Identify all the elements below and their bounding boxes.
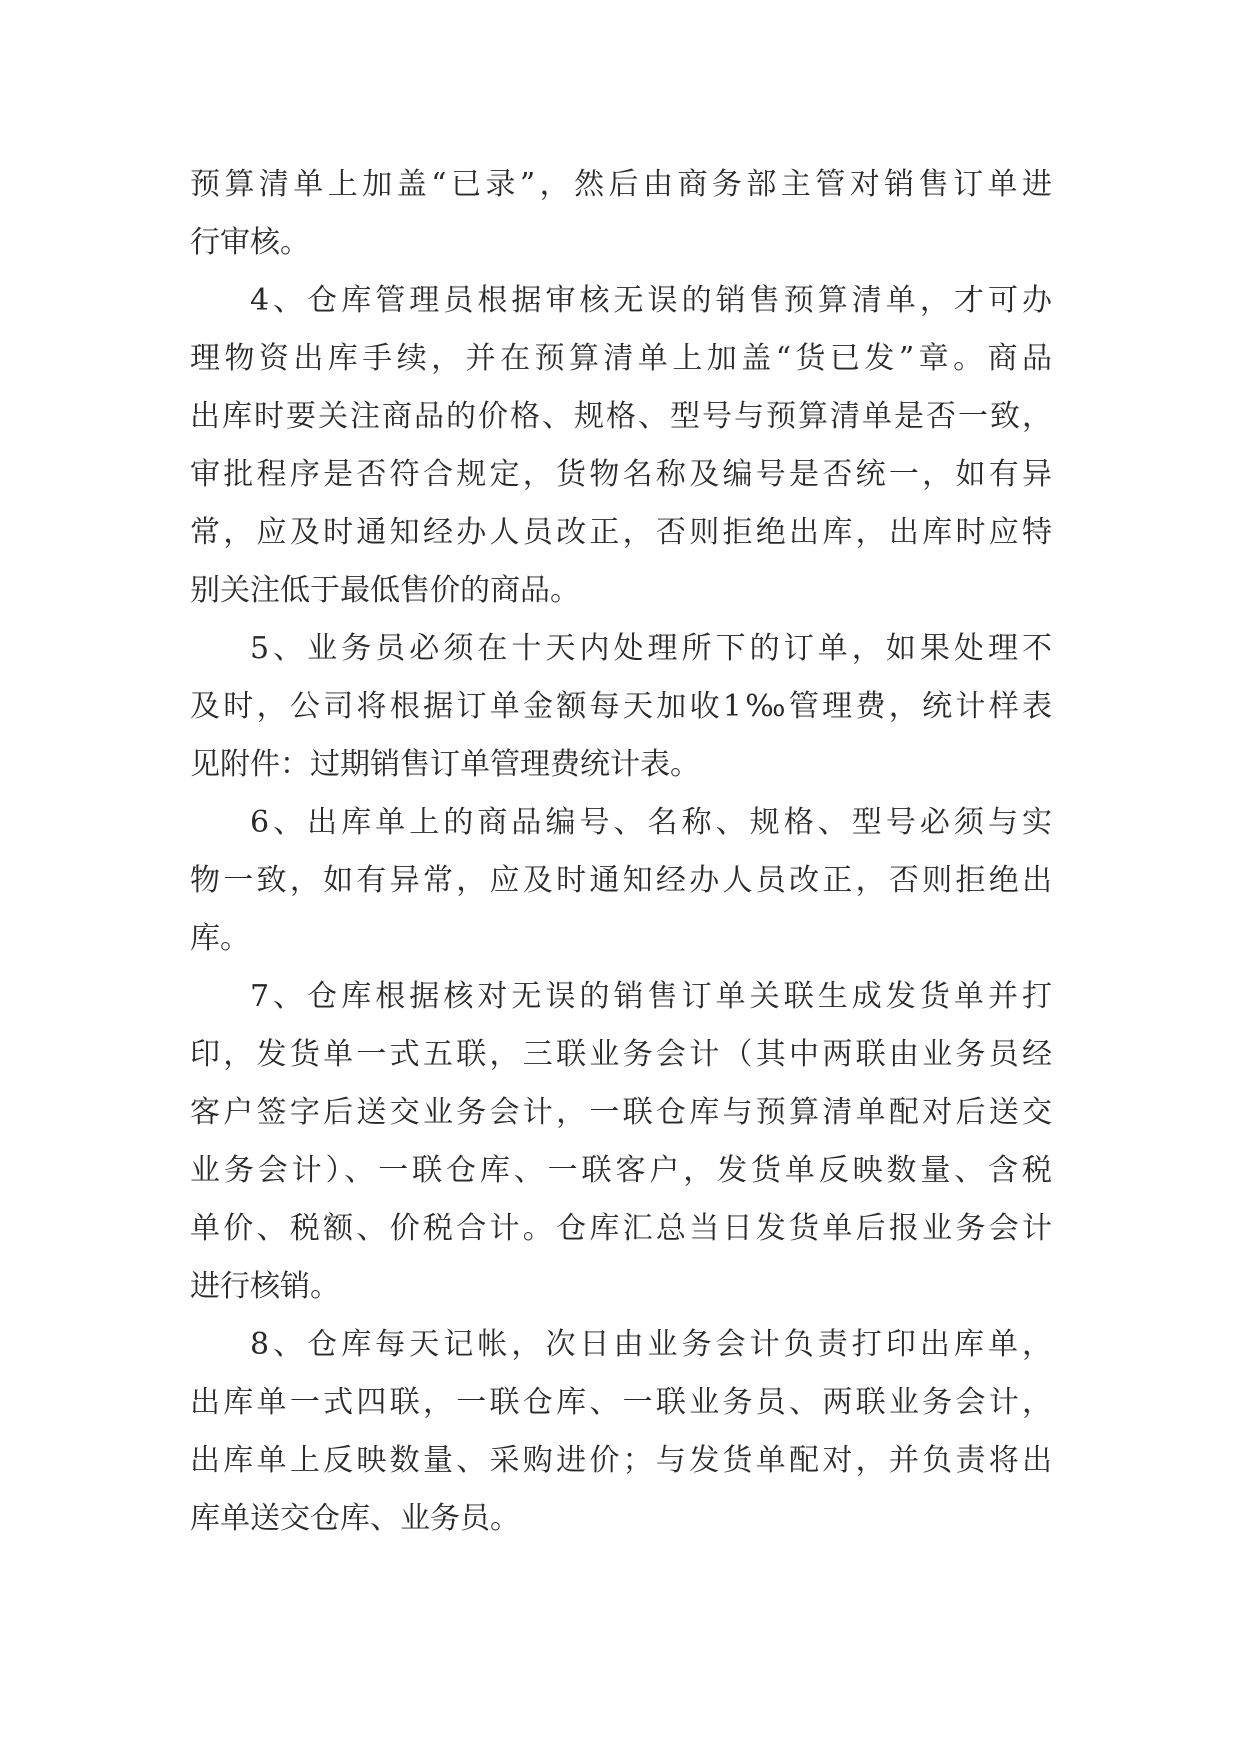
- text-line: 单价、税额、价税合计。仓库汇总当日发货单后报业务会计: [190, 1211, 1052, 1246]
- text-line: 进行核销。: [190, 1269, 340, 1304]
- text-line: 行审核。: [190, 225, 310, 260]
- text-line: 5、业务员必须在十天内处理所下的订单，如果处理不: [250, 631, 1052, 666]
- text-line: 7、仓库根据核对无误的销售订单关联生成发货单并打: [250, 979, 1052, 1014]
- text-line: 审批程序是否符合规定，货物名称及编号是否统一，如有异: [190, 457, 1052, 492]
- text-line: 库单送交仓库、业务员。: [190, 1501, 520, 1536]
- text-line: 8、仓库每天记帐，次日由业务会计负责打印出库单，: [250, 1327, 1052, 1362]
- text-line: 库。: [190, 921, 250, 956]
- text-line: 及时，公司将根据订单金额每天加收1‰管理费，统计样表: [190, 689, 1052, 724]
- text-line: 业务会计）、一联仓库、一联客户，发货单反映数量、含税: [190, 1153, 1052, 1188]
- text-line: 别关注低于最低售价的商品。: [190, 573, 580, 608]
- text-line: 6、出库单上的商品编号、名称、规格、型号必须与实: [250, 805, 1052, 840]
- text-line: 出库时要关注商品的价格、规格、型号与预算清单是否一致，: [190, 399, 1052, 434]
- text-line: 印，发货单一式五联，三联业务会计（其中两联由业务员经: [190, 1037, 1052, 1072]
- text-line: 见附件：过期销售订单管理费统计表。: [190, 747, 700, 782]
- text-line: 出库单一式四联，一联仓库、一联业务员、两联业务会计，: [190, 1385, 1052, 1420]
- text-line: 客户签字后送交业务会计，一联仓库与预算清单配对后送交: [190, 1095, 1052, 1130]
- text-line: 4、仓库管理员根据审核无误的销售预算清单，才可办: [250, 283, 1052, 318]
- text-line: 理物资出库手续，并在预算清单上加盖“货已发”章。商品: [190, 341, 1052, 376]
- text-line: 预算清单上加盖“已录”，然后由商务部主管对销售订单进: [190, 167, 1052, 202]
- text-line: 常，应及时通知经办人员改正，否则拒绝出库，出库时应特: [190, 515, 1052, 550]
- text-line: 物一致，如有异常，应及时通知经办人员改正，否则拒绝出: [190, 863, 1052, 898]
- text-line: 出库单上反映数量、采购进价；与发货单配对，并负责将出: [190, 1443, 1052, 1478]
